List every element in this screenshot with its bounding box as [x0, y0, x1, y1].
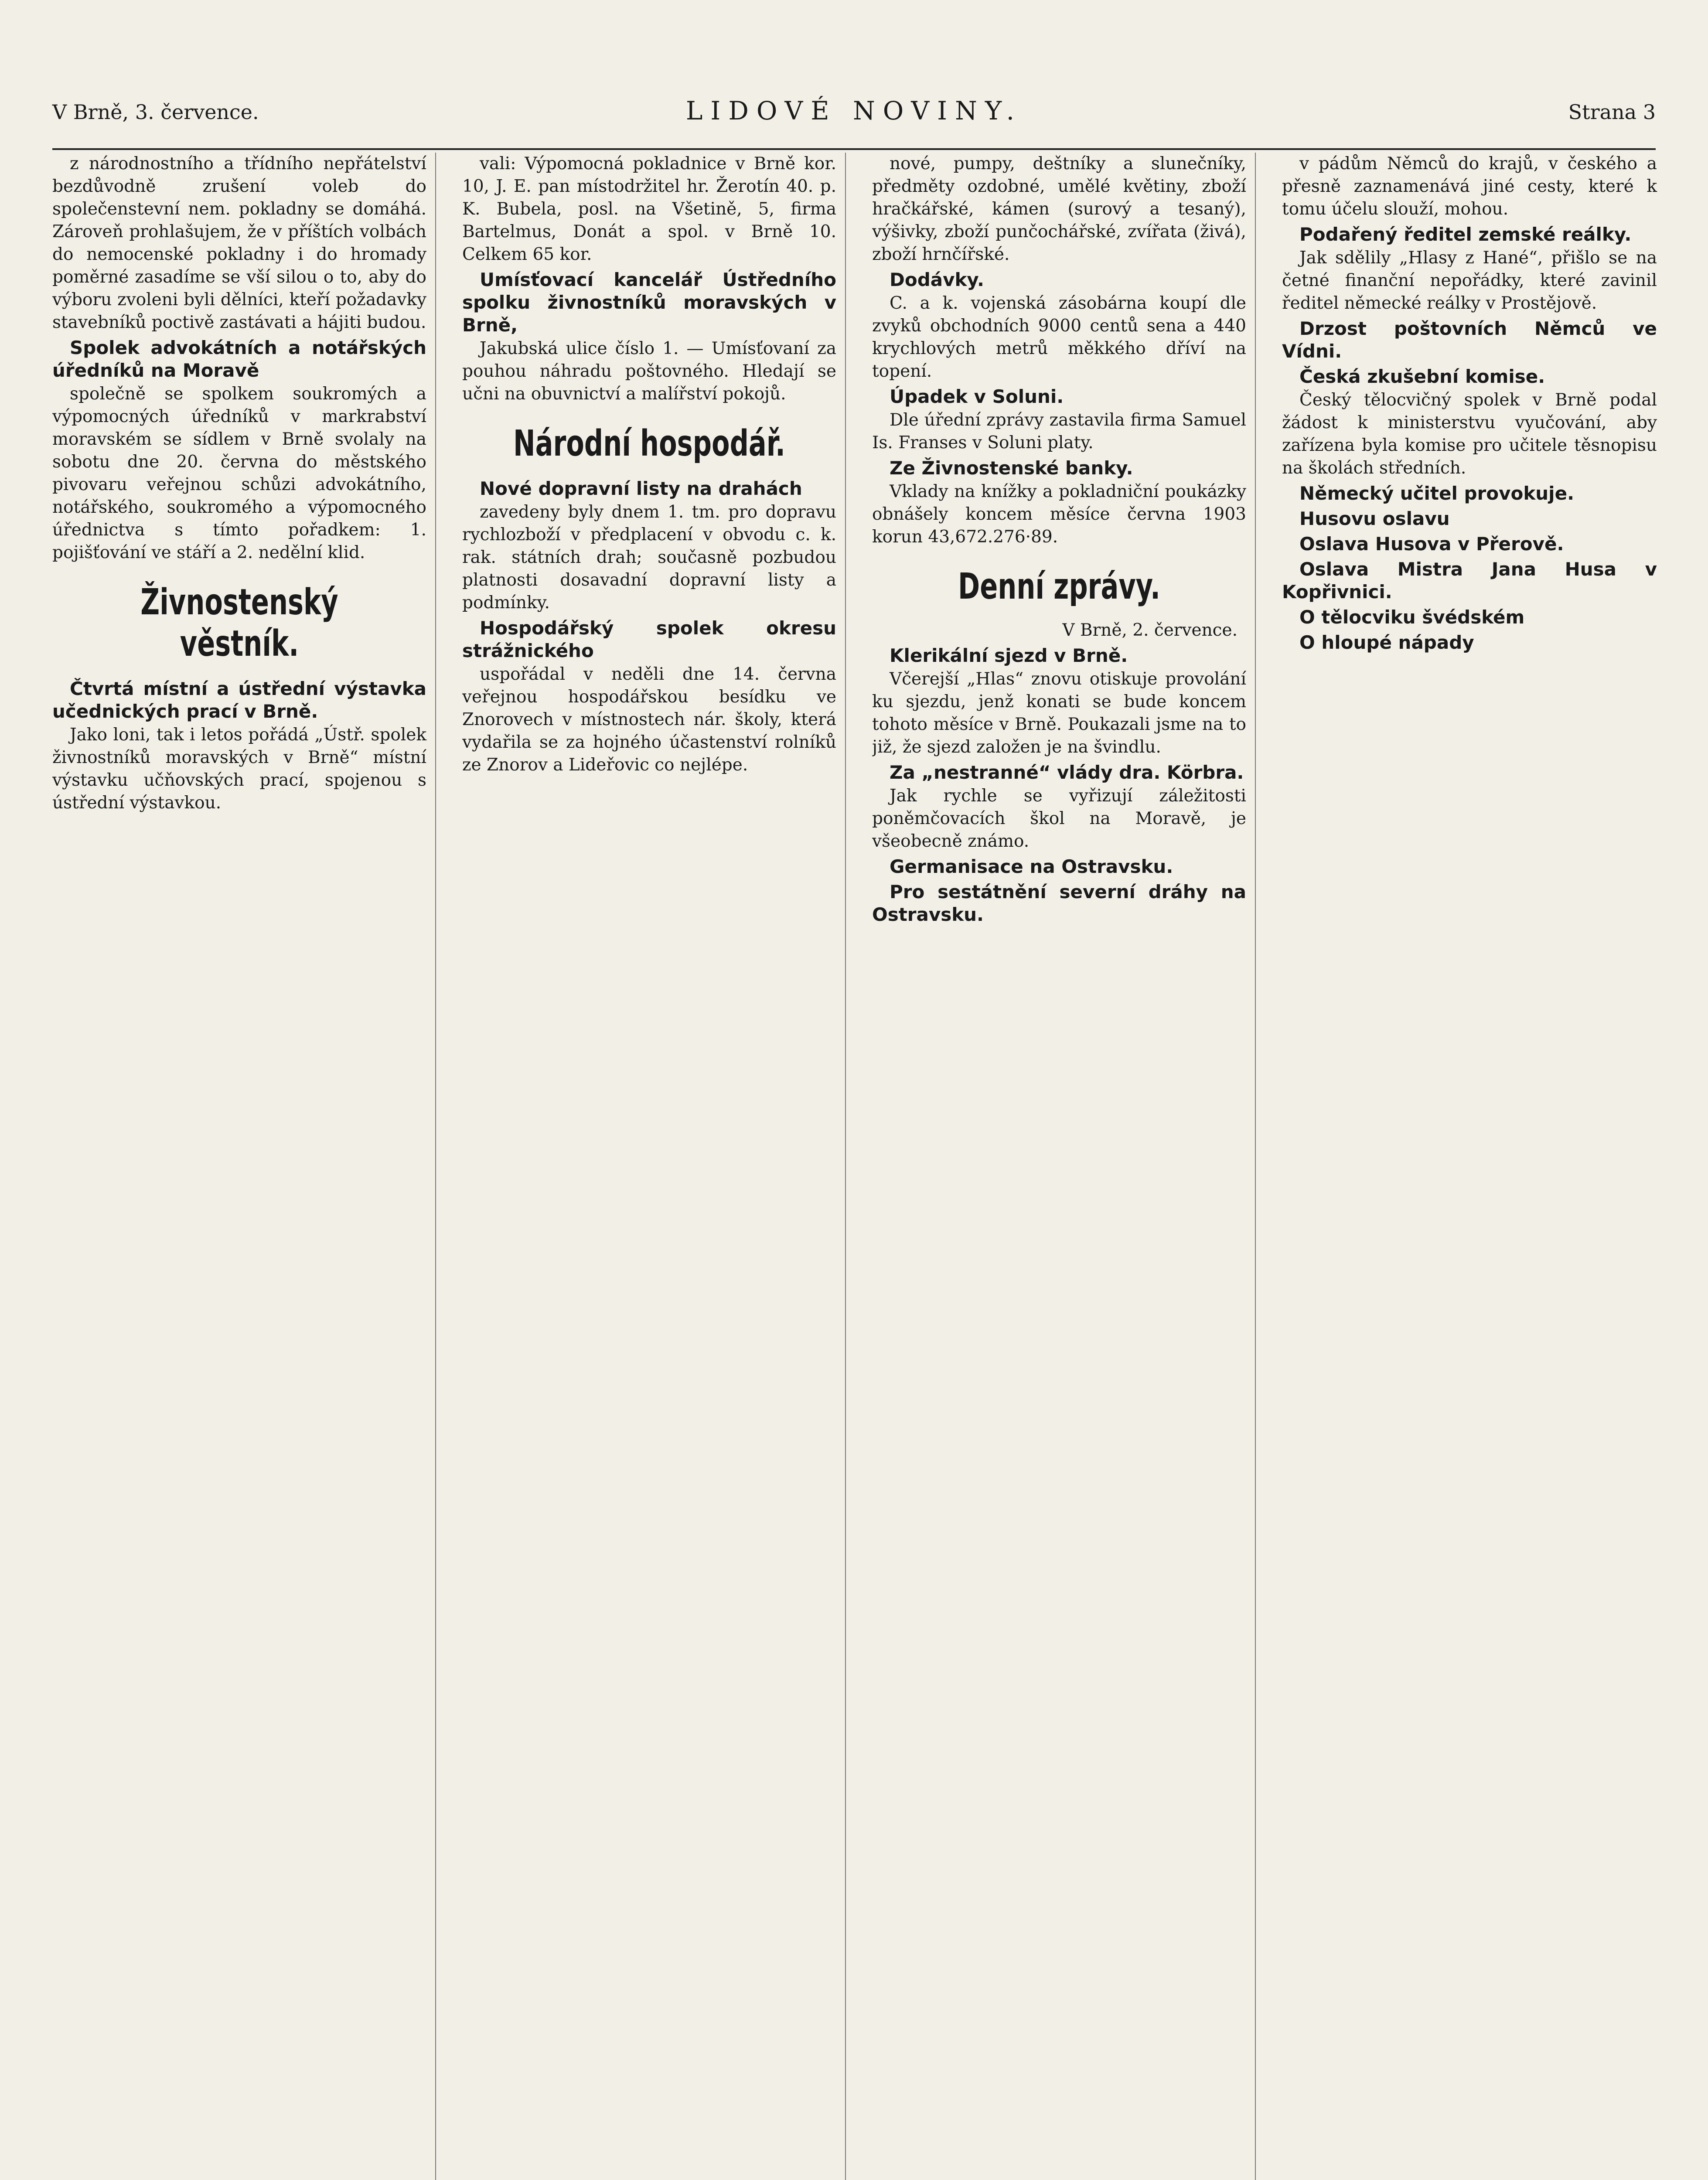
article-text: uspořádal v neděli dne 14. června veřejnou hospodářskou besídku ve Znorovech v místnostech nár. školy, která vydařila se za hojného účastenství rolníků ze Znorov a Lideřovic co nejlépe.	[462, 664, 836, 775]
column-3	[872, 153, 1256, 2180]
article-headline: Germanisace na Ostravsku.	[890, 856, 1173, 877]
article-headline: Česká zkušební komise.	[1299, 366, 1545, 387]
article-headline: Německý učitel provokuje.	[1299, 483, 1575, 504]
column-4	[1282, 153, 1666, 2180]
article-headline: Umísťovací kancelář Ústředního spolku živnostníků moravských v Brně,	[462, 269, 836, 336]
article-headline: Husovu oslavu	[1299, 508, 1450, 529]
article-headline: O hloupé nápady	[1299, 632, 1474, 653]
masthead-date: V Brně, 3. července.	[52, 100, 259, 124]
article-text: Jako loni, tak i letos pořádá „Ústř. spolek živnostníků moravských v Brně“ místní výstavku učňovských prací, spojenou s ústřední výstavkou.	[52, 725, 426, 813]
article-headline: Čtvrtá místní a ústřední výstavka učednických prací v Brně.	[52, 678, 426, 722]
article-text: Český tělocvičný spolek v Brně podal žádost k ministerstvu vyučování, aby zařízena byla komise pro učitele těsnopisu na školách středních.	[1282, 390, 1657, 478]
masthead-title: LIDOVÉ NOVINY.	[685, 96, 1023, 126]
article-headline: Za „nestranné“ vlády dra. Körbra.	[890, 762, 1244, 783]
article-headline: Úpadek v Soluni.	[890, 386, 1064, 407]
newspaper-columns	[52, 153, 1666, 2180]
article-headline: Hospodářský spolek okresu strážnického	[462, 617, 836, 661]
article-text: vali: Výpomocná pokladnice v Brně kor. 10, J. E. pan místodržitel hr. Žerotín 40. p. K. Bubela, posl. na Všetině, 5, firma Bartelmus, Donát a spol. v Brně 10. Celkem 65 kor.	[462, 154, 836, 264]
masthead-page-number: Strana 3	[1568, 100, 1656, 124]
article-headline: O tělocviku švédském	[1299, 606, 1525, 628]
section-heading: Národní hospodář.	[513, 423, 785, 464]
article-text: společně se spolkem soukromých a výpomocných úředníků v markrabství moravském se sídlem v Brně svolaly na sobotu dne 20. června do městského pivovaru veřejnou schůzi advokátního, notářského, soukromého a výpomocného úřednictva s tímto pořadkem: 1. pojišťování ve stáří a 2. nedělní klid.	[52, 384, 426, 562]
article-text: Jak rychle se vyřizují záležitosti poněmčovacích škol na Moravě, je všeobecně známo.	[872, 786, 1246, 851]
article-text: Dle úřední zprávy zastavila firma Samuel Is. Franses v Soluni platy.	[872, 410, 1246, 453]
column-1	[52, 153, 436, 2180]
article-text: C. a k. vojenská zásobárna koupí dle zvyků obchodních 9000 centů sena a 440 krychlových metrů měkkého dříví na topení.	[872, 293, 1246, 381]
article-text: z národnostního a třídního nepřátelství bezdůvodně zrušení voleb do společenstevní nem. pokladny se domáhá. Zároveň prohlašujem, že v příštích volbách do nemocenské pokladny i do hromady poměrné zasadíme se vší silou o to, aby do výboru zvoleni byli dělníci, kteří požadavky stavebníků poctivě zastávati a hájiti budou.	[52, 154, 426, 332]
article-text: nové, pumpy, deštníky a slunečníky, předměty ozdobné, umělé květiny, zboží hračkářské, kámen (surový a tesaný), výšivky, zboží punčochářské, zvířata (živá), zboží hrnčířské.	[872, 154, 1246, 264]
article-text: Vklady na knížky a pokladniční poukázky obnášely koncem měsíce června 1903 korun 43,672.276·89.	[872, 482, 1246, 547]
article-text: Jakubská ulice číslo 1. — Umísťovaní za pouhou náhradu poštovného. Hledají se učni na obuvnictví a malířství pokojů.	[462, 339, 836, 404]
dateline: V Brně, 2. července.	[1062, 620, 1238, 640]
article-text: Jak sdělily „Hlasy z Hané“, přišlo se na četné finanční nepořádky, které zavinil ředitel německé reálky v Prostějově.	[1282, 248, 1657, 313]
column-2	[462, 153, 846, 2180]
section-heading: Denní zprávy.	[958, 566, 1161, 607]
section-heading: Živnostenský věstník.	[140, 582, 338, 664]
article-text: zavedeny byly dnem 1. tm. pro dopravu rychlozboží v předplacení v obvodu c. k. rak. státních drah; současně pozbudou platnosti dosavadní dopravní listy a podmínky.	[462, 502, 836, 613]
article-headline: Spolek advokátních a notářských úředníků na Moravě	[52, 337, 426, 381]
masthead	[52, 83, 1656, 150]
article-headline: Dodávky.	[890, 269, 984, 290]
article-headline: Ze Živnostenské banky.	[890, 457, 1133, 479]
article-headline: Podařený ředitel zemské reálky.	[1299, 224, 1632, 245]
article-headline: Oslava Mistra Jana Husa v Kopřivnici.	[1282, 559, 1657, 603]
article-headline: Oslava Husova v Přerově.	[1299, 533, 1564, 555]
article-headline: Nové dopravní listy na drahách	[480, 478, 802, 499]
article-text: v pádům Němců do krajů, v českého a přesně zaznamenává jiné cesty, které k tomu účelu slouží, mohou.	[1282, 154, 1657, 219]
article-headline: Drzost poštovních Němců ve Vídni.	[1282, 318, 1657, 362]
article-text: Včerejší „Hlas“ znovu otiskuje provolání ku sjezdu, jenž konati se bude koncem tohoto měsíce v Brně. Poukazali jsme na to již, že sjezd založen je na švindlu.	[872, 669, 1246, 757]
article-headline: Pro sestátnění severní dráhy na Ostravsku.	[872, 881, 1246, 925]
article-headline: Klerikální sjezd v Brně.	[890, 645, 1128, 666]
